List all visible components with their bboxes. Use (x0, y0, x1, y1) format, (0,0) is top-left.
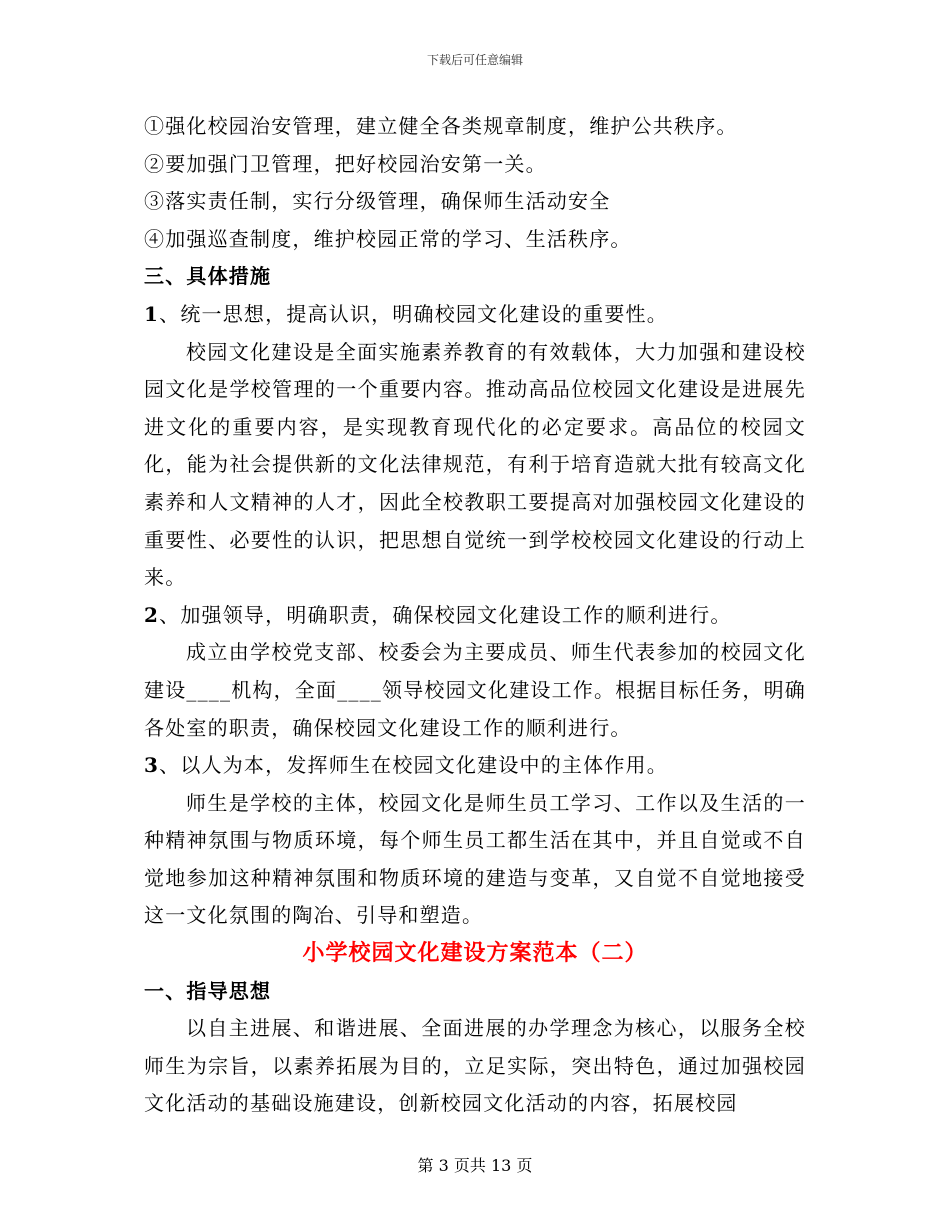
document-body (144, 108, 806, 1123)
paragraph: 以自主进展、和谐进展、全面进展的办学理念为核心，以服务全校师生为宗旨，以素养拓展为目的，立足实际，突出特色，通过加强校园文化活动的基础设施建设，创新校园文化活动的内容，拓展校园 (144, 1016, 806, 1116)
list-item: ①强化校园治安管理，建立健全各类规章制度，维护公共秩序。 (144, 114, 738, 138)
measure-number: 3 (144, 753, 160, 778)
measure-title: 、以人为本，发挥师生在校园文化建设中的主体作用。 (159, 753, 668, 778)
list-item: ④加强巡查制度，维护校园正常的学习、生活秩序。 (144, 226, 632, 251)
paragraph: 师生是学校的主体，校园文化是师生员工学习、工作以及生活的一种精神氛围与物质环境，每个师生员工都生活在其中，并且自觉或不自觉地参加这种精神氛围和物质环境的建造与变革，又自觉不自觉地接受这一文化氛围的陶冶、引导和塑造。 (144, 790, 806, 928)
measure-heading (144, 747, 806, 785)
measure-number: 2 (144, 602, 160, 627)
measure-number: 1 (144, 301, 160, 326)
paragraph: 校园文化建设是全面实施素养教育的有效载体，大力加强和建设校园文化是学校管理的一个重要内容。推动高品位校园文化建设是进展先进文化的重要内容，是实现教育现代化的必定要求。高品位的校园文化，能为社会提供新的文化法律规范，有利于培育造就大批有较高文化素养和人文精神的人才，因此全校教职工要提高对加强校园文化建设的重要性、必要性的认识，把思想自觉统一到学校校园文化建设的行动上来。 (144, 339, 806, 590)
page-number: 第 3 页共 13 页 (417, 1156, 533, 1175)
section-heading: 一、指导思想 (144, 978, 272, 1003)
document-title: 小学校园文化建设方案范本（二） (302, 940, 648, 967)
measure-title: 、加强领导，明确职责，确保校园文化建设工作的顺利进行。 (159, 602, 732, 627)
list-item: ③落实责任制，实行分级管理，确保师生活动安全 (144, 189, 611, 214)
measure-title: 、统一思想，提高认识，明确校园文化建设的重要性。 (159, 301, 668, 326)
section-heading: 三、具体措施 (144, 264, 272, 289)
paragraph: 成立由学校党支部、校委会为主要成员、师生代表参加的校园文化建设____机构，全面____领导校园文化建设工作。根据目标任务，明确各处室的职责，确保校园文化建设工作的顺利进行。 (144, 640, 806, 740)
list-item: ②要加强门卫管理，把好校园治安第一关。 (144, 151, 547, 176)
measure-heading (144, 296, 806, 334)
measure-heading (144, 597, 806, 635)
page-header: 下载后可任意编辑 (426, 53, 523, 67)
